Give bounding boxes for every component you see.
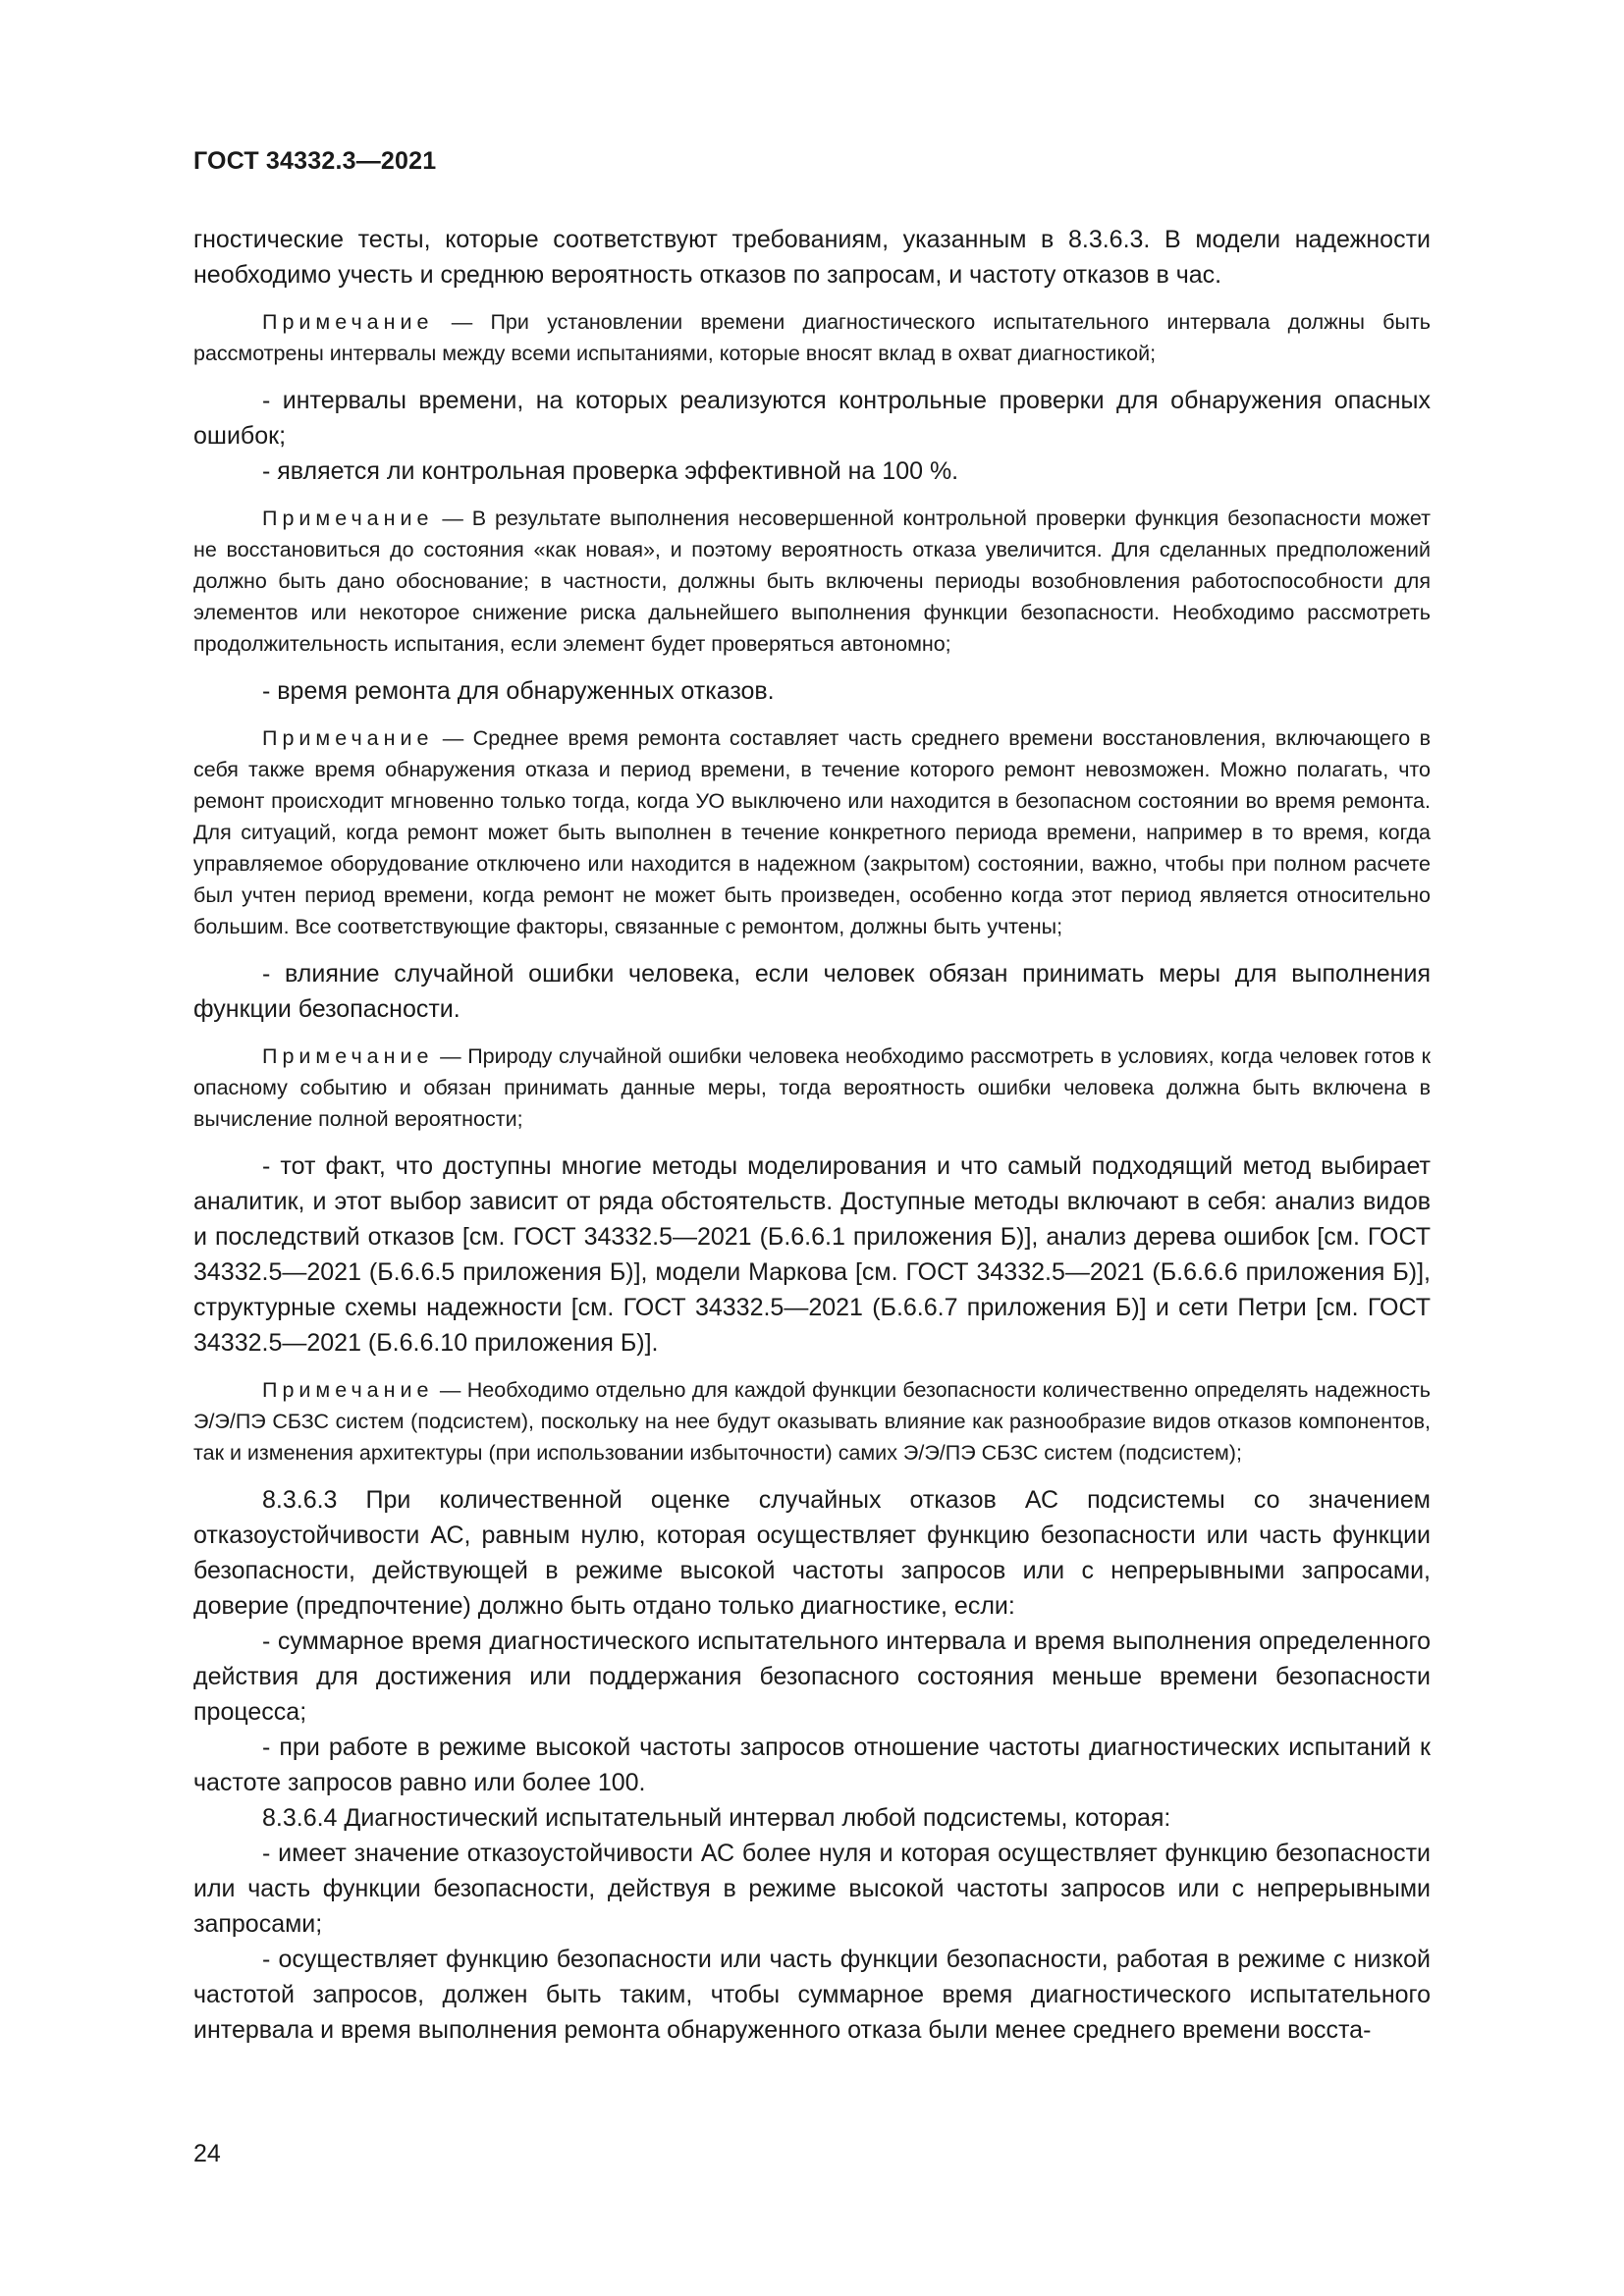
list-item-repair-time: - время ремонта для обнаруженных отказов. xyxy=(262,677,775,705)
list-item-fault-tolerance: - имеет значение отказоустойчивости АС более нуля и которая осуществляет функцию безопасности или часть функции безопасности, действуя в режиме высокой частоты запросов или с непрерывными запросами; xyxy=(193,1840,1431,1938)
note-5 xyxy=(193,1374,1431,1468)
note-3 xyxy=(193,722,1431,942)
clause-8-3-6-3: 8.3.6.3 При количественной оценке случайных отказов АС подсистемы со значением отказоустойчивости АС, равным нулю, которая осуществляет функцию безопасности или часть функции безопасности, действующей в режиме высокой частоты запросов или с непрерывными запросами, доверие (предпочтение) должно быть отдано только диагностике, если: xyxy=(193,1486,1431,1620)
note-4 xyxy=(193,1041,1431,1135)
note-text: — Природу случайной ошибки человека необходимо рассмотреть в условиях, когда человек готов к опасному событию и обязан принимать данные меры, тогда вероятность ошибки человека должна быть включена в вычисление полной вероятности; xyxy=(193,1044,1431,1131)
note-text: — При установлении времени диагностического испытательного интервала должны быть рассмотрены интервалы между всеми испытаниями, которые вносят вклад в охват диагностикой; xyxy=(193,310,1431,365)
note-label: Примечание xyxy=(262,507,434,530)
note-text: — Среднее время ремонта составляет часть среднего времени восстановления, включающего в себя также время обнаружения отказа и период времени, в течение которого ремонт невозможен. Можно полагать, что ремонт происходит мгновенно только тогда, когда УО выключено или находится в безопасном состоянии во время ремонта. Для ситуаций, когда ремонт может быть выполнен в течение конкретного периода времени, например в то время, когда управляемое оборудование отключено или находится в надежном (закрытом) состоянии, важно, чтобы при полном расчете был учтен период времени, когда ремонт не может быть произведен, особенно когда этот период является относительно большим. Все соответствующие факторы, связанные с ремонтом, должны быть учтены; xyxy=(193,726,1431,938)
page-number: 24 xyxy=(193,2140,221,2167)
list-item-low-demand: - осуществляет функцию безопасности или часть функции безопасности, работая в режиме с низкой частотой запросов, должен быть таким, чтобы суммарное время диагностического испытательного интервала и время выполнения ремонта обнаруженного отказа были менее среднего времени восста- xyxy=(193,1946,1431,2044)
note-text: — Необходимо отдельно для каждой функции безопасности количественно определять надежность Э/Э/ПЭ СБЗС систем (подсистем), поскольку на нее будут оказывать влияние как разнообразие видов отказов компонентов, так и изменения архитектуры (при использовании избыточности) самих Э/Э/ПЭ СБЗС систем (подсистем); xyxy=(193,1378,1431,1465)
page-content xyxy=(193,222,1431,2048)
note-2 xyxy=(193,503,1431,660)
clause-8-3-6-4: 8.3.6.4 Диагностический испытательный интервал любой подсистемы, которая: xyxy=(262,1804,1171,1832)
note-label: Примечание xyxy=(262,1378,434,1402)
list-item-frequency-ratio: - при работе в режиме высокой частоты запросов отношение частоты диагностических испытаний к частоте запросов равно или более 100. xyxy=(193,1734,1431,1796)
paragraph-continuation: гностические тесты, которые соответствуют требованиям, указанным в 8.3.6.3. В модели надежности необходимо учесть и среднюю вероятность отказов по запросам, и частоту отказов в час. xyxy=(193,226,1431,289)
note-label: Примечание xyxy=(262,310,434,334)
list-item-human-error: - влияние случайной ошибки человека, если человек обязан принимать меры для выполнения функции безопасности. xyxy=(193,960,1431,1023)
list-item-intervals: - интервалы времени, на которых реализуются контрольные проверки для обнаружения опасных ошибок; xyxy=(193,387,1431,450)
note-text: — В результате выполнения несовершенной контрольной проверки функция безопасности может не восстановиться до состояния «как новая», и поэтому вероятность отказа увеличится. Для сделанных предположений должно быть дано обоснование; в частности, должны быть включены периоды возобновления работоспособности для элементов или некоторое снижение риска дальнейшего выполнения функции безопасности. Необходимо рассмотреть продолжительность испытания, если элемент будет проверяться автономно; xyxy=(193,507,1431,656)
note-1 xyxy=(193,306,1431,369)
note-label: Примечание xyxy=(262,726,434,750)
list-item-modeling-methods: - тот факт, что доступны многие методы моделирования и что самый подходящий метод выбирает аналитик, и этот выбор зависит от ряда обстоятельств. Доступные методы включают в себя: анализ видов и последствий отказов [см. ГОСТ 34332.5—2021 (Б.6.6.1 приложения Б)], анализ дерева ошибок [см. ГОСТ 34332.5—2021 (Б.6.6.5 приложения Б)], модели Маркова [см. ГОСТ 34332.5—2021 (Б.6.6.6 приложения Б)], структурные схемы надежности [см. ГОСТ 34332.5—2021 (Б.6.6.7 приложения Б)] и сети Петри [см. ГОСТ 34332.5—2021 (Б.6.6.10 приложения Б)]. xyxy=(193,1152,1431,1357)
list-item-effectiveness: - является ли контрольная проверка эффективной на 100 %. xyxy=(262,457,959,485)
document-header: ГОСТ 34332.3—2021 xyxy=(193,147,437,175)
list-item-total-time: - суммарное время диагностического испытательного интервала и время выполнения определенного действия для достижения или поддержания безопасного состояния меньше времени безопасности процесса; xyxy=(193,1628,1431,1726)
note-label: Примечание xyxy=(262,1044,434,1068)
